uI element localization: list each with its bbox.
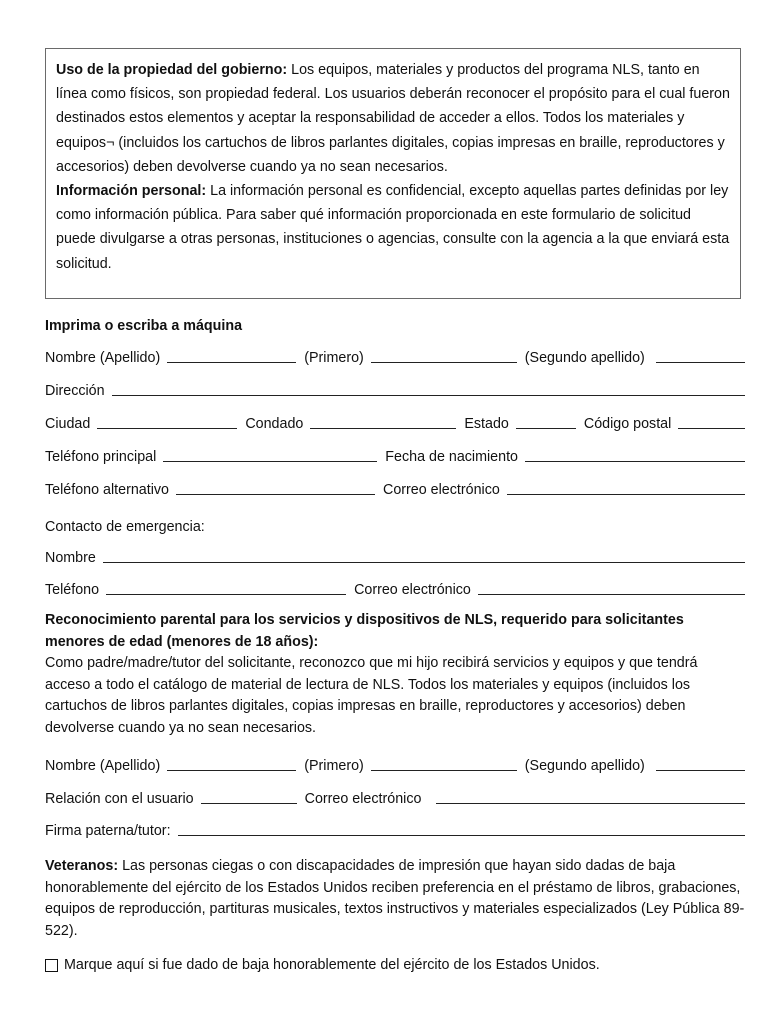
email-field[interactable] <box>507 479 745 495</box>
emergency-email-field[interactable] <box>478 579 745 595</box>
second-last-field[interactable] <box>656 347 745 363</box>
second-last-label: (Segundo apellido) <box>524 350 645 366</box>
veteran-checkbox-label: Marque aquí si fue dado de baja honorablemente del ejército de los Estados Unidos. <box>64 957 600 973</box>
address-field[interactable] <box>112 380 745 396</box>
parental-text: Como padre/madre/tutor del solicitante, reconozco que mi hijo recibirá servicios y equipos y que tendrá acceso a todo el catálogo de material de lectura de NLS. Todos los materiales y equipos (incluidos los cartuchos de libros parlantes digitales, copias impresas en braille, reproductores y accesorios) deben devolverse cuando ya no sean necesarios. <box>45 655 698 736</box>
alt-phone-label: Teléfono alternativo <box>45 482 169 498</box>
relation-field[interactable] <box>201 788 297 804</box>
address-label: Dirección <box>45 383 105 399</box>
emergency-email-label: Correo electrónico <box>354 582 471 598</box>
veteran-checkbox[interactable] <box>45 959 58 972</box>
county-label: Condado <box>245 416 304 432</box>
emergency-phone-row <box>45 576 745 598</box>
parent-second-last-field[interactable] <box>656 755 745 771</box>
veterans-text: Las personas ciegas o con discapacidades de impresión que hayan sido dadas de baja honorablemente del ejército de los Estados Unidos reciben preferencia en el préstamo de libros, grabaciones, equipos de reproducción, partituras musicales, textos instructivos y materiales especializados (Ley Pública 89-522). <box>45 858 745 939</box>
veteran-checkbox-row[interactable] <box>45 957 600 973</box>
name-row <box>45 344 745 366</box>
parent-email-label: Correo electrónico <box>304 791 422 807</box>
veterans-paragraph <box>45 856 745 942</box>
relation-row <box>45 785 745 807</box>
relation-label: Relación con el usuario <box>45 791 194 807</box>
birth-date-label: Fecha de nacimiento <box>385 449 519 465</box>
last-name-label: Nombre (Apellido) <box>45 350 161 366</box>
alt-phone-field[interactable] <box>176 479 375 495</box>
zip-field[interactable] <box>678 413 745 429</box>
print-section-title: Imprima o escriba a máquina <box>45 318 243 334</box>
veterans-title: Veteranos: <box>45 858 119 874</box>
last-name-field[interactable] <box>167 347 296 363</box>
parent-second-last-label: (Segundo apellido) <box>524 758 645 774</box>
parental-name-row <box>45 752 745 774</box>
birth-date-field[interactable] <box>525 446 745 462</box>
city-field[interactable] <box>97 413 237 429</box>
alt-phone-row <box>45 476 745 498</box>
first-name-field[interactable] <box>371 347 517 363</box>
emergency-row <box>45 513 745 535</box>
signature-field[interactable] <box>178 820 745 836</box>
email-label: Correo electrónico <box>383 482 500 498</box>
parental-title: Reconocimiento parental para los servicios y dispositivos de NLS, requerido para solicitantes menores de edad (menores de 18 años): <box>45 612 684 650</box>
state-field[interactable] <box>516 413 576 429</box>
notice-box <box>45 48 741 299</box>
address-row <box>45 377 745 399</box>
emergency-name-row <box>45 544 745 566</box>
city-row <box>45 410 745 432</box>
parent-first-name-label: (Primero) <box>304 758 364 774</box>
gov-property-title: Uso de la propiedad del gobierno: <box>56 62 288 78</box>
personal-info-text: La información personal es confidencial, excepto aquellas partes definidas por ley como información pública. Para saber qué información proporcionada en este formulario de solicitud puede divulgarse a otras personas, instituciones o agencias, consulte con la agencia a la que enviará esta solicitud. <box>56 183 730 272</box>
parent-last-name-field[interactable] <box>167 755 296 771</box>
emergency-name-label: Nombre <box>45 550 96 566</box>
parent-last-name-label: Nombre (Apellido) <box>45 758 161 774</box>
city-label: Ciudad <box>45 416 91 432</box>
parent-first-name-field[interactable] <box>371 755 517 771</box>
county-field[interactable] <box>310 413 456 429</box>
main-phone-label: Teléfono principal <box>45 449 157 465</box>
main-phone-row <box>45 443 745 465</box>
emergency-label: Contacto de emergencia: <box>45 519 205 535</box>
emergency-name-field[interactable] <box>103 547 745 563</box>
emergency-phone-field[interactable] <box>106 579 346 595</box>
signature-row <box>45 817 745 839</box>
state-label: Estado <box>464 416 509 432</box>
emergency-phone-label: Teléfono <box>45 582 100 598</box>
signature-label: Firma paterna/tutor: <box>45 823 171 839</box>
personal-info-title: Información personal: <box>56 183 207 200</box>
gov-property-text: Los equipos, materiales y productos del programa NLS, tanto en línea como físicos, son propiedad federal. Los usuarios deberán reconocer el propósito para el cual fueron destinados estos elementos y aceptar la responsabilidad de acceder a ellos. Todos los materiales y equipos¬ (incluidos los cartuchos de libros parlantes digitales, copias impresas en braille, reproductores y accesorios) deben devolverse cuando ya no sean necesarios. <box>56 62 730 175</box>
first-name-label: (Primero) <box>304 350 364 366</box>
parent-email-field[interactable] <box>436 788 745 804</box>
zip-label: Código postal <box>583 416 672 432</box>
main-phone-field[interactable] <box>163 446 377 462</box>
